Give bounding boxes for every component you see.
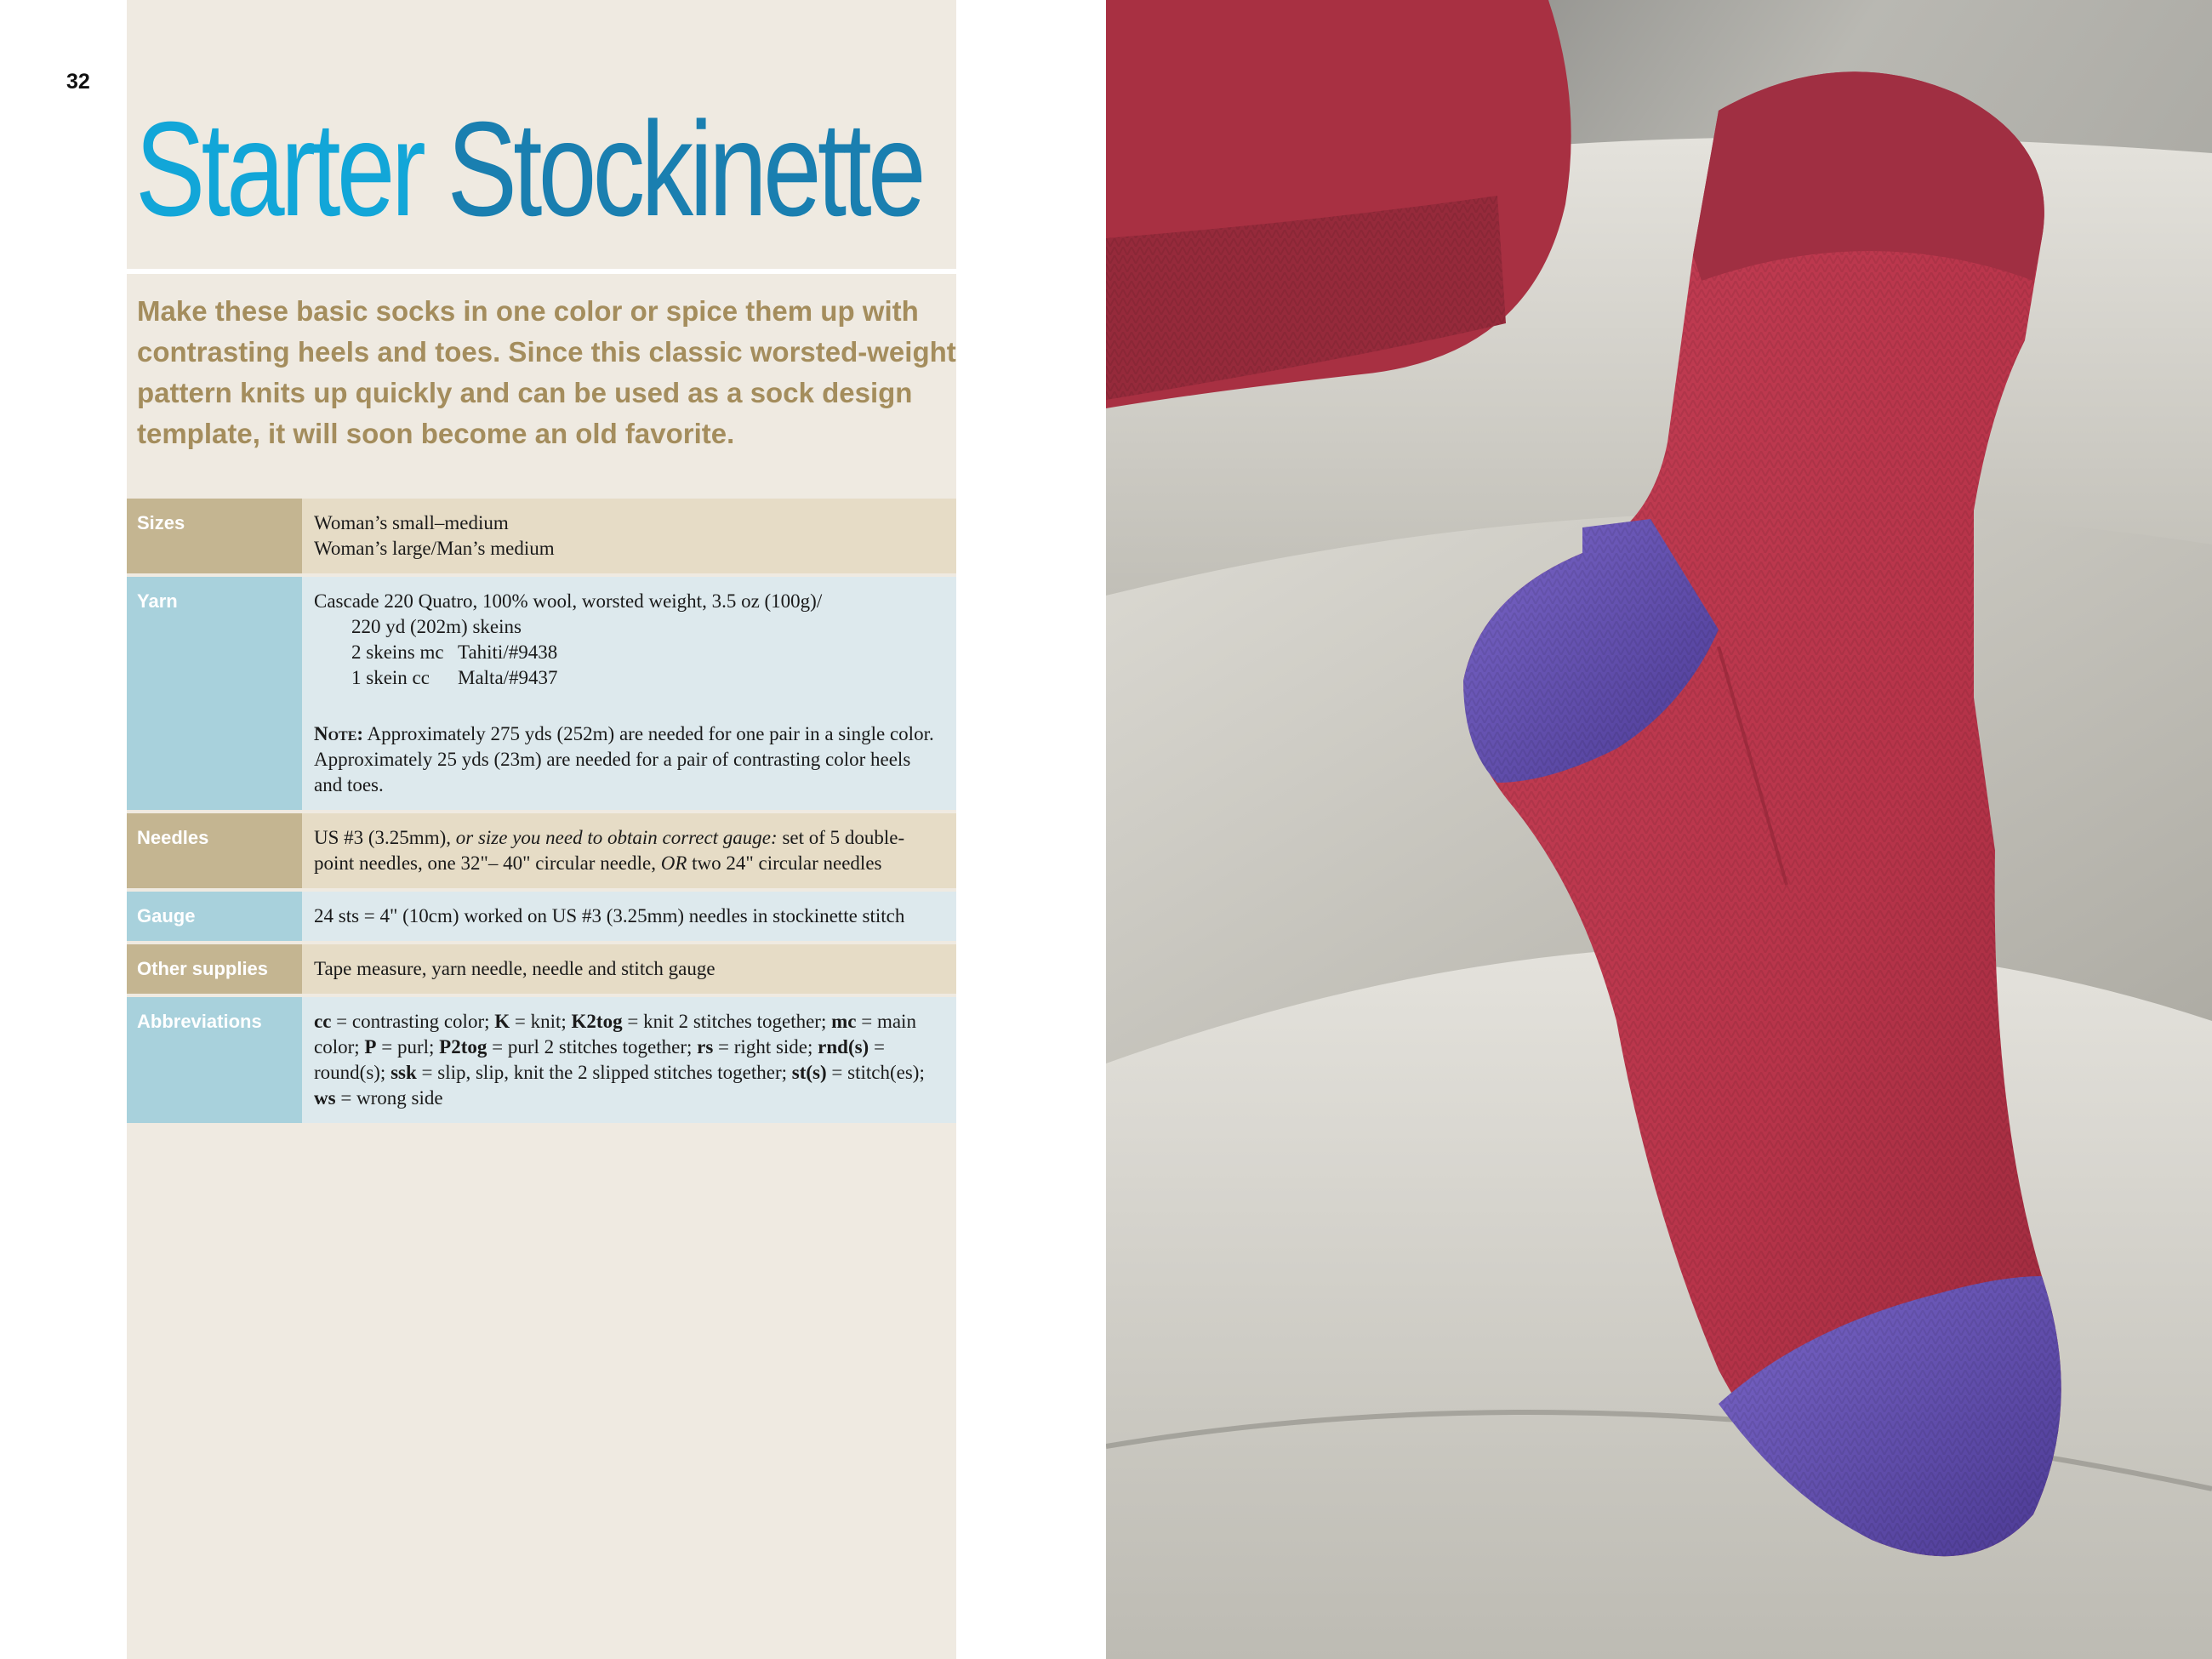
- abbr-term: P2tog: [439, 1036, 487, 1058]
- needles-text-5: two 24" circular needles: [687, 852, 882, 874]
- abbr-term: ssk: [391, 1062, 417, 1083]
- abbr-def: = purl;: [376, 1036, 440, 1058]
- yarn-color: Tahiti/#9438: [458, 641, 558, 663]
- abbr-term: st(s): [791, 1062, 827, 1083]
- note-text: Approximately 275 yds (252m) are needed for one pair in a single color. Approximately 25 yds (23m) are needed for a pair of contrasting color heels and toes.: [314, 723, 934, 795]
- abbr-def: = stitch(es);: [826, 1062, 925, 1083]
- abbr-term: mc: [831, 1011, 857, 1032]
- spec-row-other-supplies: [127, 943, 956, 995]
- title-word-2: Stockinette: [447, 94, 922, 244]
- page-title: [135, 94, 922, 244]
- yarn-amount: 1 skein cc: [351, 667, 430, 688]
- sizes-line-2: Woman’s large/Man’s medium: [314, 538, 555, 559]
- spec-row-sizes: [127, 499, 956, 575]
- abbr-def: = knit;: [510, 1011, 572, 1032]
- title-word-1: Starter: [135, 94, 423, 244]
- yarn-line-2: 220 yd (202m) skeins: [351, 616, 522, 637]
- abbr-list: [314, 1011, 925, 1109]
- spec-row-yarn: [127, 575, 956, 812]
- sock-photo-illustration: [1106, 0, 2212, 1659]
- sizes-line-1: Woman’s small–medium: [314, 512, 509, 533]
- note-label: Note:: [314, 723, 364, 744]
- abbr-def: = knit 2 stitches together;: [622, 1011, 832, 1032]
- abbr-def: = slip, slip, knit the 2 slipped stitches together;: [416, 1062, 792, 1083]
- spec-label-abbreviations: Abbreviations: [127, 995, 302, 1125]
- abbr-def: = main color;: [314, 1011, 916, 1058]
- abbr-term: K2tog: [571, 1011, 623, 1032]
- spec-row-gauge: [127, 890, 956, 943]
- spec-value-needles: [302, 812, 956, 890]
- yarn-color-row: [314, 665, 943, 691]
- spec-row-needles: [127, 812, 956, 890]
- spec-label-sizes: Sizes: [127, 499, 302, 575]
- needles-text-2: or size you need to obtain correct gauge:: [455, 827, 778, 848]
- yarn-color: Malta/#9437: [458, 667, 558, 688]
- yarn-color-row: [314, 640, 943, 665]
- abbr-term: cc: [314, 1011, 332, 1032]
- spec-label-yarn: Yarn: [127, 575, 302, 812]
- pattern-panel: [127, 0, 956, 1659]
- abbr-def: = round(s);: [314, 1036, 885, 1083]
- spec-value-yarn: [302, 575, 956, 812]
- spec-row-abbreviations: [127, 995, 956, 1125]
- spec-value-sizes: [302, 499, 956, 575]
- abbr-term: rnd(s): [818, 1036, 869, 1058]
- needles-text-4: OR: [660, 852, 687, 874]
- page-number: 32: [66, 70, 90, 94]
- abbr-term: ws: [314, 1087, 336, 1109]
- yarn-amount: 2 skeins mc: [351, 641, 444, 663]
- needles-text-1: US #3 (3.25mm),: [314, 827, 456, 848]
- yarn-note: [314, 721, 943, 798]
- abbr-term: K: [494, 1011, 510, 1032]
- spec-value-gauge: 24 sts = 4" (10cm) worked on US #3 (3.25mm) needles in stockinette stitch: [302, 890, 956, 943]
- spec-value-other-supplies: Tape measure, yarn needle, needle and stitch gauge: [302, 943, 956, 995]
- sock-photo: [1106, 0, 2212, 1659]
- yarn-line-1: Cascade 220 Quatro, 100% wool, worsted weight, 3.5 oz (100g)/: [314, 590, 823, 612]
- spec-value-abbreviations: [302, 995, 956, 1125]
- spec-label-other-supplies: Other supplies: [127, 943, 302, 995]
- needles-text-3: set of 5 double-point needles, one 32"– 40" circular needle,: [314, 827, 905, 874]
- spec-label-gauge: Gauge: [127, 890, 302, 943]
- spec-table: [127, 499, 956, 1126]
- abbr-def: = wrong side: [335, 1087, 443, 1109]
- intro-text: Make these basic socks in one color or spice them up with contrasting heels and toes. Since this classic worsted-weight pattern knits up quickly and can be used as a sock design template, it will soon become an old favorite.: [137, 295, 956, 449]
- abbr-term: rs: [697, 1036, 714, 1058]
- abbr-def: = contrasting color;: [331, 1011, 495, 1032]
- abbr-term: P: [364, 1036, 377, 1058]
- title-block: [127, 0, 956, 274]
- abbr-def: = purl 2 stitches together;: [487, 1036, 698, 1058]
- spec-label-needles: Needles: [127, 812, 302, 890]
- abbr-def: = right side;: [713, 1036, 818, 1058]
